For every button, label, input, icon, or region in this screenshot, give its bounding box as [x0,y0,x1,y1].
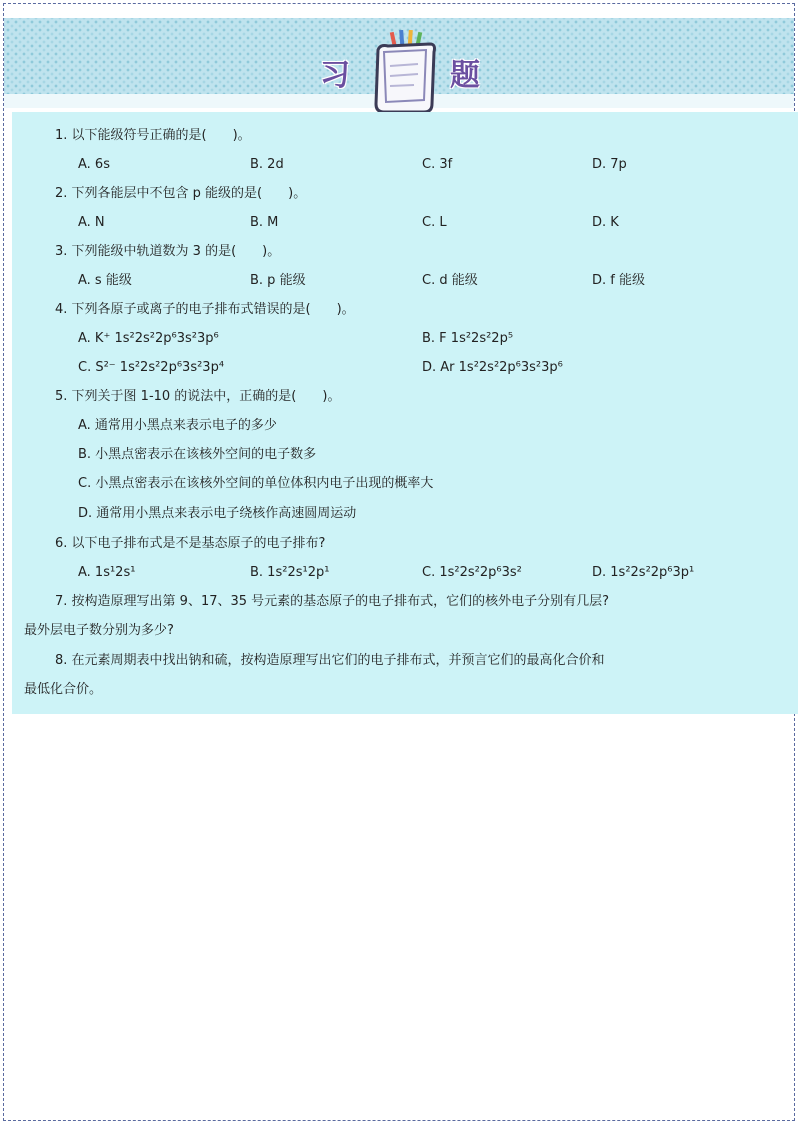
question-2-option-c: C. L [422,215,447,230]
question-3-option-c: C. d 能级 [422,273,478,288]
title-left: 习 [320,58,352,93]
question-2-option-b: B. M [250,215,279,230]
question-4-option-c: C. S²⁻ 1s²2s²2p⁶3s²3p⁴ [78,360,225,375]
question-8-continuation: 最低化合价。 [24,682,103,697]
question-5-option-c: C. 小黑点密表示在该核外空间的单位体积内电子出现的概率大 [78,476,434,491]
question-4-option-a: A. K⁺ 1s²2s²2p⁶3s²3p⁶ [78,331,219,346]
question-4-stem: 4. 下列各原子或离子的电子排布式错误的是( )。 [55,302,355,317]
question-5-stem: 5. 下列关于图 1-10 的说法中，正确的是( )。 [55,389,341,404]
question-7-stem: 7. 按构造原理写出第 9、17、35 号元素的基态原子的电子排布式，它们的核外电子分别有几层? [55,594,610,609]
question-6-option-c: C. 1s²2s²2p⁶3s² [422,565,522,580]
question-1-option-c: C. 3f [422,157,453,172]
question-5-option-d: D. 通常用小黑点来表示电子绕核作高速圆周运动 [78,506,357,521]
question-1-option-a: A. 6s [78,157,110,172]
question-6-option-d: D. 1s²2s²2p⁶3p¹ [592,565,695,580]
question-6-stem: 6. 以下电子排布式是不是基态原子的电子排布? [55,536,326,551]
book-pencils-icon [370,30,442,116]
question-6-option-a: A. 1s¹2s¹ [78,565,136,580]
question-2-option-a: A. N [78,215,105,230]
question-1-option-b: B. 2d [250,157,284,172]
question-3-option-a: A. s 能级 [78,273,132,288]
question-5-option-a: A. 通常用小黑点来表示电子的多少 [78,418,277,433]
question-3-stem: 3. 下列能级中轨道数为 3 的是( )。 [55,244,281,259]
question-8-stem: 8. 在元素周期表中找出钠和硫，按构造原理写出它们的电子排布式，并预言它们的最高化合价和 [55,653,605,668]
question-3-option-d: D. f 能级 [592,273,645,288]
question-2-option-d: D. K [592,215,619,230]
question-4-option-b: B. F 1s²2s²2p⁵ [422,331,514,346]
question-1-stem: 1. 以下能级符号正确的是( )。 [55,128,251,143]
question-7-continuation: 最外层电子数分别为多少? [24,623,174,638]
question-6-option-b: B. 1s²2s¹2p¹ [250,565,330,580]
question-2-stem: 2. 下列各能层中不包含 p 能级的是( )。 [55,186,307,201]
question-1-option-d: D. 7p [592,157,627,172]
title-right: 题 [450,58,482,93]
question-3-option-b: B. p 能级 [250,273,306,288]
question-4-option-d: D. Ar 1s²2s²2p⁶3s²3p⁶ [422,360,563,375]
question-5-option-b: B. 小黑点密表示在该核外空间的电子数多 [78,447,317,462]
